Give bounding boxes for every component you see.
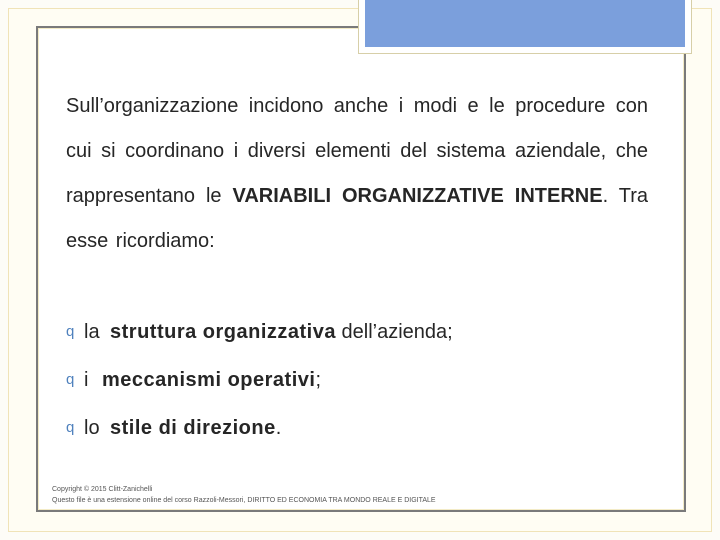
bullet-icon: q — [66, 323, 75, 340]
list-item — [66, 404, 666, 452]
bullet-prefix: i — [84, 368, 89, 391]
intro-text-end: . Tra esse ricordiamo: — [66, 185, 648, 252]
footer-line-2: Questo file è una estensione online del corso Razzoli-Messori, DIRITTO ED ECONOMIA TRA MONDO REALE E DIGITALE — [52, 497, 436, 504]
copyright-footer — [52, 484, 672, 506]
intro-paragraph — [66, 84, 648, 264]
intro-highlight: VARIABILI ORGANIZZATIVE INTERNE — [232, 185, 603, 207]
bullet-suffix: ; — [315, 368, 321, 391]
bullet-emphasis: struttura organizzativa — [110, 320, 336, 343]
top-accent-block — [365, 0, 685, 47]
footer-line-1: Copyright © 2015 Clitt-Zanichelli — [52, 486, 153, 493]
bullet-icon: q — [66, 419, 75, 436]
bullet-suffix: dell’azienda; — [335, 320, 453, 343]
intro-text-start: Sull’organizzazione incidono anche i modi e le procedure con cui si coordinano i diversi elementi del sistema aziendale, che rappresentano le — [66, 95, 648, 207]
bullet-emphasis: meccanismi operativi — [102, 368, 316, 391]
bullet-emphasis: stile di direzione — [110, 416, 276, 439]
top-accent-tab — [358, 0, 692, 54]
bullet-suffix: . — [275, 416, 282, 439]
bullet-prefix: la — [84, 320, 100, 343]
bullet-list — [66, 308, 666, 452]
list-item — [66, 308, 666, 356]
bullet-prefix: lo — [84, 416, 100, 439]
bullet-icon: q — [66, 371, 75, 388]
list-item — [66, 356, 666, 404]
